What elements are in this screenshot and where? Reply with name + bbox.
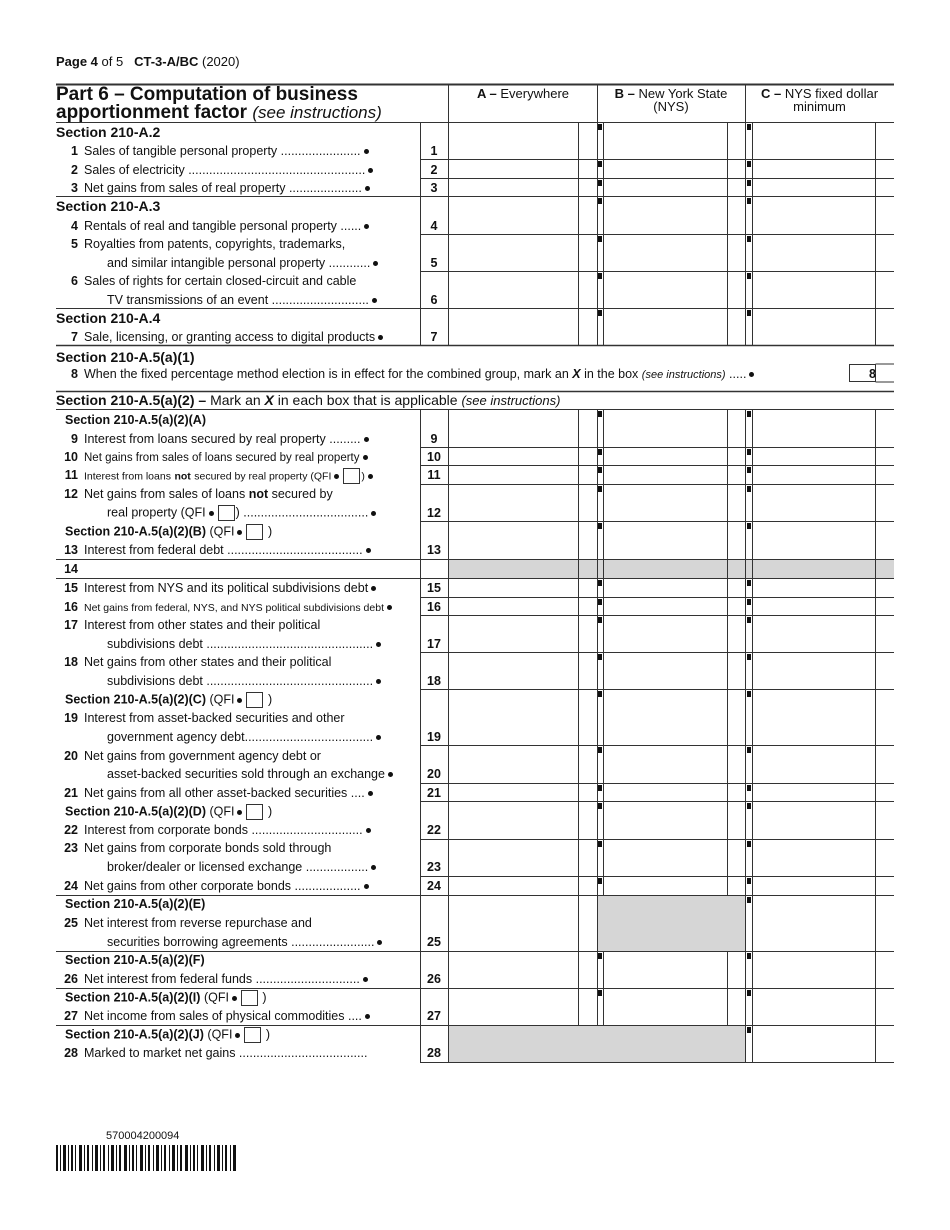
line-20-col-a-field[interactable] — [449, 746, 578, 783]
line-16-label: 16 Net gains from federal, NYS, and NYS political subdivisions debt — [56, 600, 395, 614]
line-9-col-a-field[interactable] — [449, 448, 578, 465]
line-4-number: 4 — [430, 219, 438, 233]
line-10-col-a-field[interactable] — [449, 466, 578, 484]
line-11-col-c-field[interactable] — [753, 485, 875, 521]
page-label: Page 4 — [56, 54, 98, 69]
column-b-header: B – New York State (NYS) — [614, 86, 728, 114]
line-20-col-c-field[interactable] — [753, 746, 875, 783]
line-27-col-c-field[interactable] — [753, 989, 875, 1025]
line-12-col-b-field[interactable] — [604, 522, 727, 559]
qfi-checkbox[interactable] — [244, 1027, 261, 1043]
line-3-col-b-field[interactable] — [604, 179, 727, 196]
line-7-col-a-field[interactable] — [449, 309, 578, 345]
line-15-number: 15 — [427, 581, 441, 595]
part-title-see: (see instructions) — [252, 103, 382, 122]
qfi-checkbox[interactable] — [246, 804, 263, 820]
line-22-col-b-field[interactable] — [604, 802, 727, 839]
line-23-col-b-field[interactable] — [604, 840, 727, 876]
line-13-number: 13 — [427, 543, 441, 557]
line-16-number: 16 — [427, 600, 441, 614]
line-23-col-c-field[interactable] — [753, 840, 875, 876]
line-26-label: 26 Net interest from federal funds .............................. — [56, 972, 371, 986]
line-28-col-c-field[interactable] — [753, 1026, 875, 1062]
line-20-label-cont: asset-backed securities sold through an exchange — [107, 767, 396, 781]
line-25-col-c-field[interactable] — [753, 896, 875, 951]
line-18-label-cont: subdivisions debt ................................................ — [107, 674, 384, 688]
line-26-col-b-field[interactable] — [604, 952, 727, 988]
line-1-col-c-field[interactable] — [753, 160, 875, 178]
line-1-label: 1 Sales of tangible personal property ....................... — [56, 144, 372, 158]
line-5-col-a-field[interactable] — [449, 235, 578, 271]
line-18-label: 18 Net gains from other states and their political — [64, 655, 332, 669]
line-23-label: 23 Net gains from corporate bonds sold through — [64, 841, 332, 855]
line-27-col-b-field[interactable] — [604, 989, 727, 1025]
line-11-label: 11 Interest from loans not secured by real property (QFI ) — [56, 468, 376, 484]
line-4-col-b-field[interactable] — [604, 197, 727, 234]
subsection-heading: Section 210-A.5(a)(2)(D) (QFI ) — [65, 804, 273, 819]
line25-shade-b — [597, 895, 745, 951]
part-title — [56, 86, 382, 122]
line-19-col-a-field[interactable] — [449, 690, 578, 745]
subsection-heading: Section 210-A.5(a)(2)(I) (QFI ) — [65, 990, 267, 1005]
line-3-number: 3 — [430, 181, 438, 195]
subsection-heading: Section 210-A.5(a)(2)(A) — [65, 413, 206, 427]
line14-shade — [448, 559, 894, 578]
line-21-number: 21 — [427, 786, 441, 800]
line-1-col-a-field[interactable] — [449, 123, 578, 159]
line-26-number: 26 — [427, 972, 441, 986]
line-12-label: 12 Net gains from sales of loans not secured by — [64, 487, 333, 501]
line-6-col-b-field[interactable] — [604, 272, 727, 308]
line-24-col-a-field[interactable] — [449, 877, 578, 895]
qfi-checkbox[interactable] — [218, 505, 235, 521]
line-22-label: 22 Interest from corporate bonds ................................ — [56, 823, 374, 837]
line-19-col-c-field[interactable] — [753, 690, 875, 745]
line-4-col-a-field[interactable] — [449, 197, 578, 234]
line-1-col-b-field[interactable] — [604, 123, 727, 159]
line-22-col-a-field[interactable] — [449, 802, 578, 839]
line-25-label-cont: securities borrowing agreements ........................ — [107, 935, 385, 949]
line-6-number: 6 — [430, 293, 438, 307]
line-5-col-b-field[interactable] — [604, 235, 727, 271]
line-18-col-a-field[interactable] — [449, 653, 578, 689]
line-5-number: 5 — [430, 256, 438, 270]
qfi-checkbox[interactable] — [246, 692, 263, 708]
line-5-col-c-field[interactable] — [753, 235, 875, 271]
line-19-label: 19 Interest from asset-backed securities and other — [64, 711, 345, 725]
line-16-col-c-field[interactable] — [753, 598, 875, 615]
section-heading: Section 210-A.5(a)(1) — [56, 349, 195, 365]
line-23-label-cont: broker/dealer or licensed exchange .................. — [107, 860, 379, 874]
form-year: (2020) — [201, 54, 240, 69]
line-17-col-b-field[interactable] — [604, 616, 727, 652]
line-11-col-a-field[interactable] — [449, 485, 578, 521]
line-1-col-b-field[interactable] — [604, 160, 727, 178]
line-9-number: 9 — [430, 432, 438, 446]
line-18-col-b-field[interactable] — [604, 653, 727, 689]
line-2-number: 2 — [430, 163, 438, 177]
subsection-heading: Section 210-A.5(a)(2)(E) — [65, 897, 206, 911]
barcode-icon — [56, 1145, 246, 1173]
line-20-col-b-field[interactable] — [604, 746, 727, 783]
line-18-col-c-field[interactable] — [753, 653, 875, 689]
line-22-number: 22 — [427, 823, 441, 837]
qfi-checkbox[interactable] — [343, 468, 360, 484]
subsection-heading: Section 210-A.5(a)(2)(B) (QFI ) — [65, 524, 273, 539]
line-4-col-c-field[interactable] — [753, 197, 875, 234]
line-12-col-c-field[interactable] — [753, 522, 875, 559]
line-1-col-c-field[interactable] — [753, 123, 875, 159]
line-13-label: 13 Interest from federal debt ....................................... — [56, 543, 374, 557]
line28-shade-ab — [448, 1025, 745, 1062]
line-22-col-c-field[interactable] — [753, 802, 875, 839]
section-heading: Section 210-A.3 — [56, 198, 161, 214]
line-1-col-a-field[interactable] — [449, 160, 578, 178]
line-19-number: 19 — [427, 730, 441, 744]
line-28-number: 28 — [427, 1046, 441, 1060]
line-21-col-b-field[interactable] — [604, 784, 727, 801]
subsection-heading: Section 210-A.5(a)(2)(F) — [65, 953, 205, 967]
subsection-heading: Section 210-A.5(a)(2)(J) (QFI ) — [65, 1027, 271, 1042]
subsection-heading: Section 210-A.5(a)(2)(C) (QFI ) — [65, 692, 273, 707]
line-10-label: 10 Net gains from sales of loans secured by real property — [56, 450, 371, 464]
line-19-label-cont: government agency debt..................................... — [107, 730, 384, 744]
page-of: of 5 — [101, 54, 124, 69]
line-8-checkbox[interactable]: 8 — [869, 367, 876, 381]
qfi-checkbox[interactable] — [246, 524, 263, 540]
column-a-header: A – Everywhere — [476, 86, 569, 101]
line-12-label-cont: real property (QFI ) .................................... — [107, 505, 379, 521]
line-10-number: 10 — [427, 450, 441, 464]
section-heading: Section 210-A.2 — [56, 124, 161, 140]
line-16-col-a-field[interactable] — [449, 598, 578, 615]
line-7-col-c-field[interactable] — [753, 309, 875, 345]
line-5-label: 5 Royalties from patents, copyrights, trademarks, — [71, 237, 346, 251]
line-3-label: 3 Net gains from sales of real property ..................... — [56, 181, 373, 195]
part-title-line1: Part 6 – Computation of business — [56, 84, 358, 105]
line-12-number: 12 — [427, 506, 441, 520]
line-26-col-a-field[interactable] — [449, 952, 578, 988]
line-25-col-a-field[interactable] — [449, 896, 578, 951]
line-16-col-b-field[interactable] — [604, 598, 727, 615]
line-26-col-c-field[interactable] — [753, 952, 875, 988]
line-23-number: 23 — [427, 860, 441, 874]
line-10-col-b-field[interactable] — [604, 466, 727, 484]
line-4-label: 4 Rentals of real and tangible personal property ...... — [56, 219, 372, 233]
line-17-number: 17 — [427, 637, 441, 651]
line-28-label: 28 Marked to market net gains ..................................... — [64, 1046, 368, 1060]
line-17-col-a-field[interactable] — [449, 616, 578, 652]
line-14-label: 14 — [64, 562, 78, 576]
line-1-number: 1 — [430, 144, 438, 158]
section-heading: Section 210-A.5(a)(2) – Mark an X in each box that is applicable (see instructions) — [56, 392, 561, 408]
line-17-col-c-field[interactable] — [753, 616, 875, 652]
line-6-label-cont: TV transmissions of an event ............................ — [107, 293, 380, 307]
part-title-line2: apportionment factor — [56, 102, 248, 123]
line-9-label: 9 Interest from loans secured by real property ......... — [56, 432, 372, 446]
line-21-label: 21 Net gains from all other asset-backed securities .... — [56, 786, 376, 800]
line-23-col-a-field[interactable] — [449, 840, 578, 876]
line-7-label: 7 Sale, licensing, or granting access to digital products — [56, 330, 386, 344]
line-24-label: 24 Net gains from other corporate bonds ................... — [56, 879, 372, 893]
line-27-col-a-field[interactable] — [449, 989, 578, 1025]
line-18-number: 18 — [427, 674, 441, 688]
line-25-number: 25 — [427, 935, 441, 949]
form-id: CT-3-A/BC — [134, 54, 199, 69]
line-27-label: 27 Net income from sales of physical commodities .... — [56, 1009, 373, 1023]
line-24-col-b-field[interactable] — [604, 877, 727, 895]
line-7-number: 7 — [430, 330, 438, 344]
section-heading: Section 210-A.4 — [56, 310, 161, 326]
line-24-col-c-field[interactable] — [753, 877, 875, 895]
line-2-label: 2 Sales of electricity ................................................... — [56, 163, 376, 177]
qfi-checkbox[interactable] — [241, 990, 258, 1006]
line-6-col-a-field[interactable] — [449, 272, 578, 308]
line-5-label-cont: and similar intangible personal property ............ — [107, 256, 381, 270]
line-3-col-c-field[interactable] — [753, 179, 875, 196]
line-21-col-c-field[interactable] — [753, 784, 875, 801]
line-15-col-a-field[interactable] — [449, 579, 578, 597]
line-17-label: 17 Interest from other states and their political — [64, 618, 321, 632]
line-15-col-c-field[interactable] — [753, 579, 875, 597]
line-8-label: 8 When the fixed percentage method election is in effect for the combined group, mark an X in the box (see instructions) ..... — [56, 367, 757, 381]
line-3-col-a-field[interactable] — [449, 179, 578, 196]
line-6-label: 6 Sales of rights for certain closed-circuit and cable — [71, 274, 357, 288]
line-9-col-c-field[interactable] — [753, 448, 875, 465]
line-9-col-b-field[interactable] — [604, 448, 727, 465]
column-c-header: C – NYS fixed dollar minimum — [760, 86, 879, 114]
line-27-number: 27 — [427, 1009, 441, 1023]
line-17-label-cont: subdivisions debt ................................................ — [107, 637, 384, 651]
line-19-col-b-field[interactable] — [604, 690, 727, 745]
line-20-label: 20 Net gains from government agency debt or — [64, 749, 321, 763]
line-10-col-c-field[interactable] — [753, 466, 875, 484]
line-12-col-a-field[interactable] — [449, 522, 578, 559]
line-21-col-a-field[interactable] — [449, 784, 578, 801]
line-7-col-b-field[interactable] — [604, 309, 727, 345]
line-15-label: 15 Interest from NYS and its political subdivisions debt — [56, 581, 379, 595]
barcode-number: 570004200094 — [106, 1130, 180, 1142]
line-15-col-b-field[interactable] — [604, 579, 727, 597]
line-25-label: 25 Net interest from reverse repurchase and — [64, 916, 312, 930]
line-11-number: 11 — [427, 468, 441, 482]
line-11-col-b-field[interactable] — [604, 485, 727, 521]
line-20-number: 20 — [427, 767, 441, 781]
line-24-number: 24 — [427, 879, 441, 893]
line-6-col-c-field[interactable] — [753, 272, 875, 308]
